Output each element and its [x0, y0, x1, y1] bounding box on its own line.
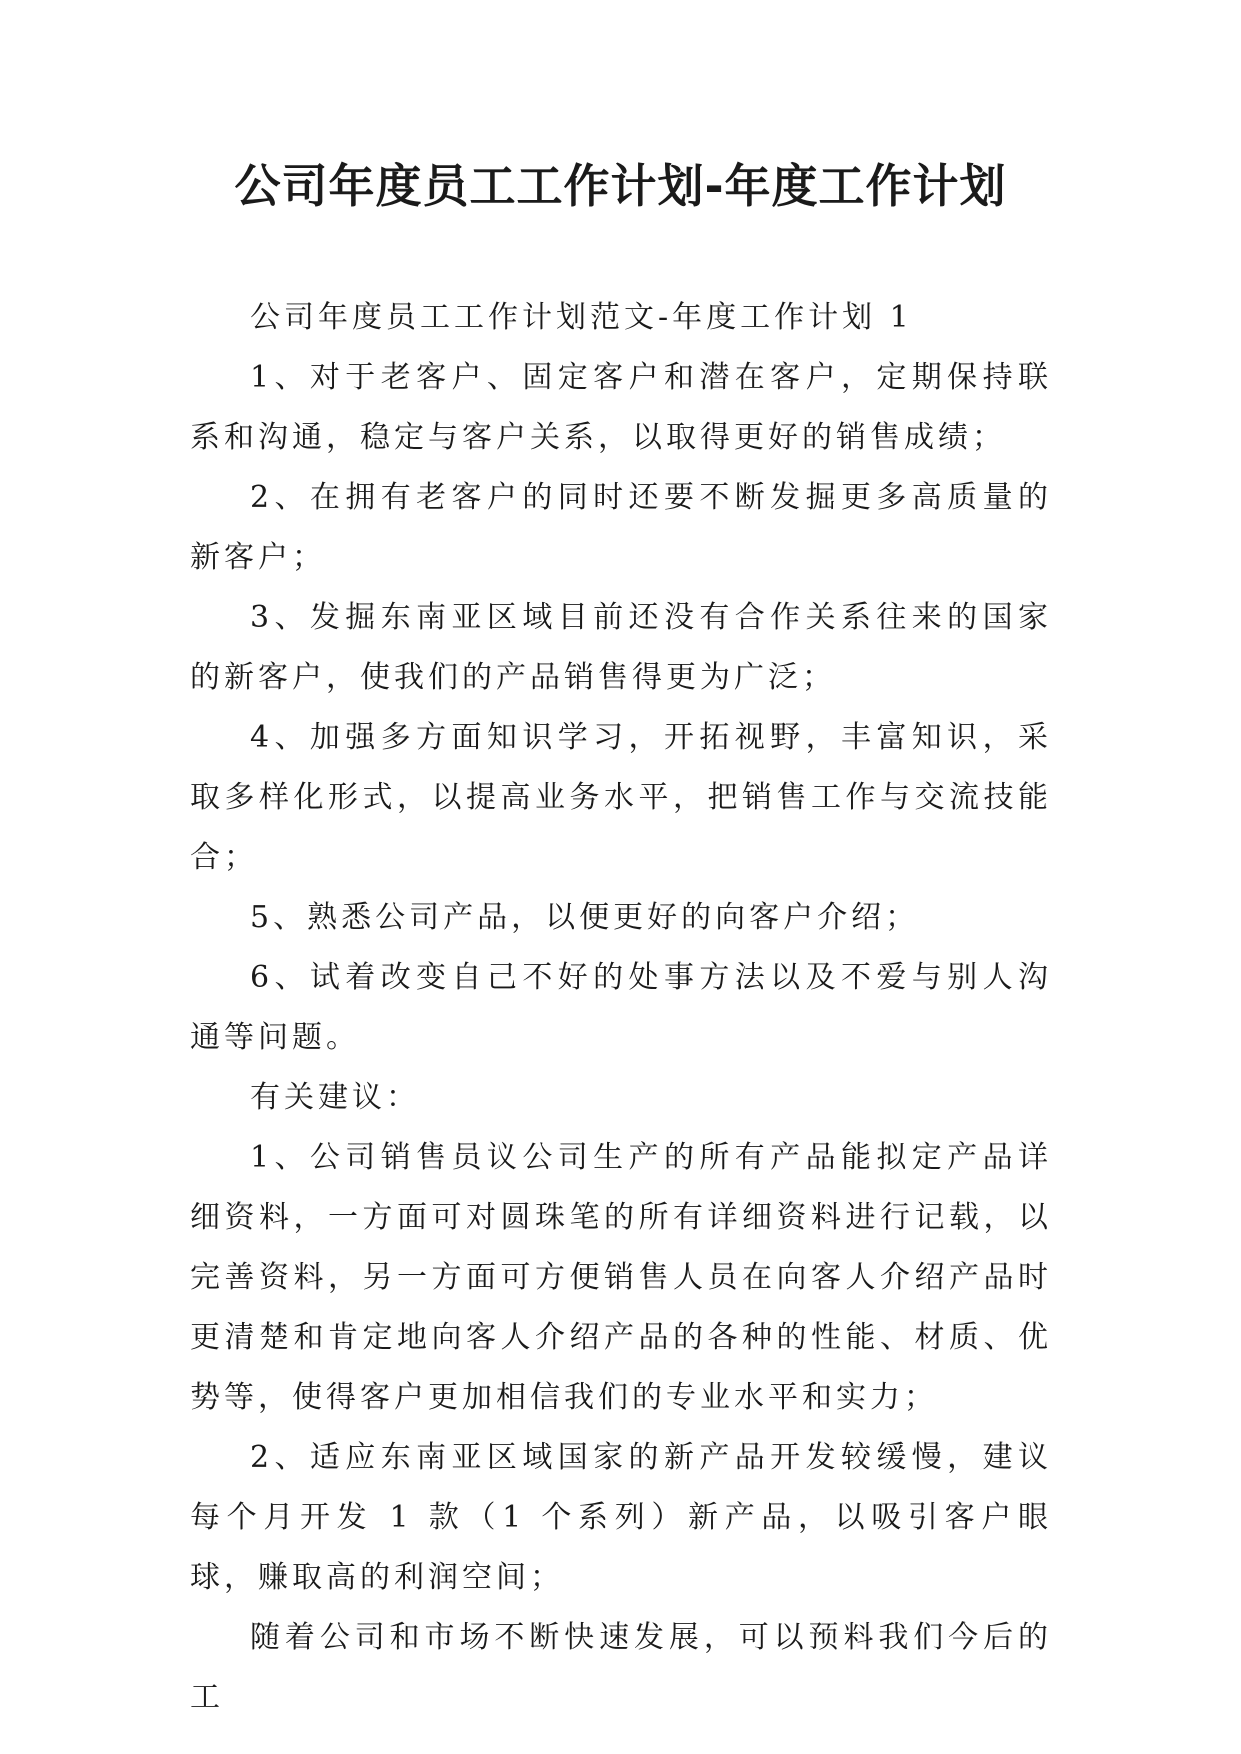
plan-item-1: 1、对于老客户、固定客户和潜在客户，定期保持联系和沟通，稳定与客户关系，以取得更好的销售成绩；	[190, 360, 1052, 455]
closing-paragraph: 随着公司和市场不断快速发展，可以预料我们今后的工	[190, 1620, 1052, 1715]
plan-heading: 公司年度员工工作计划范文-年度工作计划 1	[250, 300, 913, 335]
suggestion-item-2: 2、适应东南亚区域国家的新产品开发较缓慢，建议每个月开发 1 款（1 个系列）新产品，以吸引客户眼球，赚取高的利润空间；	[190, 1440, 1052, 1595]
plan-item-6: 6、试着改变自己不好的处事方法以及不爱与别人沟通等问题。	[190, 960, 1052, 1055]
document-body	[190, 288, 1052, 1728]
suggestions-heading: 有关建议：	[250, 1080, 420, 1115]
plan-item-4: 4、加强多方面知识学习，开拓视野，丰富知识，采取多样化形式，以提高业务水平，把销售工作与交流技能合；	[190, 720, 1052, 875]
document-title: 公司年度员工工作计划-年度工作计划	[234, 159, 1007, 213]
plan-item-2: 2、在拥有老客户的同时还要不断发掘更多高质量的新客户；	[190, 480, 1052, 575]
plan-item-5: 5、熟悉公司产品，以便更好的向客户介绍；	[250, 900, 920, 935]
suggestion-item-1: 1、公司销售员议公司生产的所有产品能拟定产品详细资料，一方面可对圆珠笔的所有详细资料进行记载，以完善资料，另一方面可方便销售人员在向客人介绍产品时更清楚和肯定地向客人介绍产品的各种的性能、材质、优势等，使得客户更加相信我们的专业水平和实力；	[190, 1140, 1052, 1415]
plan-item-3: 3、发掘东南亚区域目前还没有合作关系往来的国家的新客户，使我们的产品销售得更为广泛；	[190, 600, 1052, 695]
